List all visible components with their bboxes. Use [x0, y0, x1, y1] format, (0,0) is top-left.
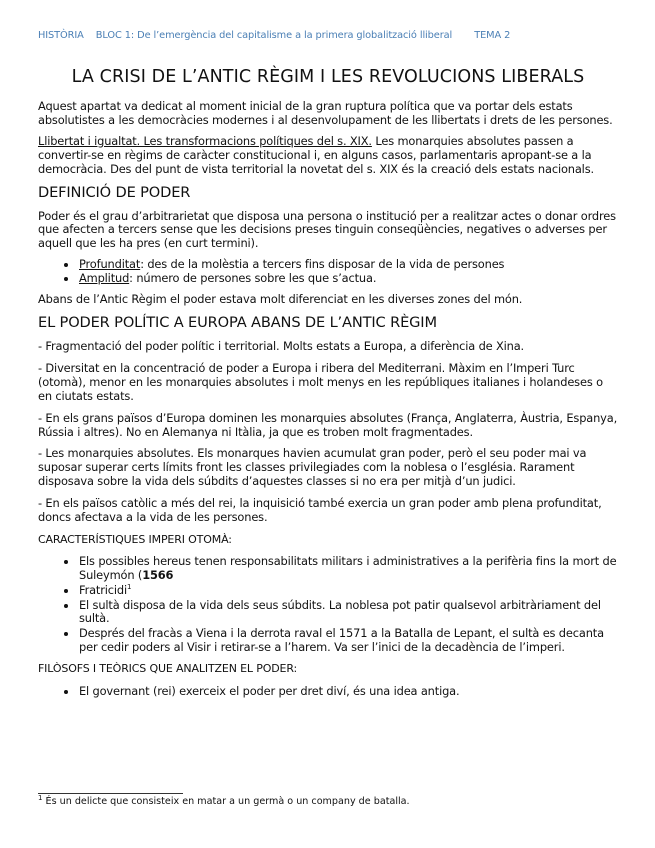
- list-item: [78, 258, 618, 272]
- freedom-paragraph: [38, 135, 618, 177]
- ottoman-item-year: 1566: [142, 567, 174, 582]
- header-bloc: BLOC 1: De l’emergència del capitalisme a la primera globalització lliberal: [95, 30, 453, 41]
- europe-paragraph: - Diversitat en la concentració de poder a Europa i ribera del Mediterrani. Màxim en l’Imperi Turc (otomà), menor en les monarquies absolutes i molt menys en les repúbliques italianes i holandeses o en ciutats estats.: [38, 360, 603, 403]
- definition-paragraph: Poder és el grau d’arbitrarietat que disposa una persona o institució per a realitzar actes o donar ordres que afecten a tercers sense que les decisions preses tinguin conseqüències, negatives o adverses per aquell que les ha pres (en curt termini).: [38, 208, 616, 251]
- list-item: [78, 584, 618, 598]
- list-item: [78, 272, 618, 286]
- freedom-text: Les monarquies absolutes passen a convertir-se en règims de caràcter constitucional i, en alguns casos, parlamentaris apropant-se a la democràcia. Des del punt de vista territorial la novetat del s. XIX és la creació dels estats nacionals.: [38, 133, 594, 176]
- footnote-reference[interactable]: 1: [127, 582, 132, 591]
- definition-term: Amplitud: [79, 271, 130, 286]
- philosophers-list: [38, 685, 618, 699]
- ottoman-item-text: Fratricidi: [79, 582, 128, 597]
- europe-heading: EL PODER POLÍTIC A EUROPA ABANS DE L’ANTIC RÈGIM: [38, 313, 437, 331]
- definition-desc: : des de la molèstia a tercers fins disposar de la vida de persones: [140, 257, 505, 272]
- list-item: • Després del fracàs a Viena i la derrota raval el 1571 a la Batalla de Lepant, el sultà es decanta per cedir poders al Visir i retirar-se a l’harem. Va ser l’inici de la decadència de l’imperi.: [78, 627, 618, 655]
- definition-desc: : número de persones sobre les que s’actua.: [129, 271, 377, 286]
- document-body: [38, 66, 618, 706]
- philosophers-heading: FILÒSOFS I TEÒRICS QUE ANALITZEN EL PODER:: [38, 662, 298, 676]
- definition-closing: Abans de l’Antic Règim el poder estava molt diferenciat en les diverses zones del món.: [38, 292, 523, 307]
- europe-paragraph: - Fragmentació del poder polític i territorial. Molts estats a Europa, a diferència de Xina.: [38, 338, 525, 353]
- footnote-text: És un delicte que consisteix en matar a un germà o un company de batalla.: [42, 796, 410, 807]
- list-item: • El sultà disposa de la vida dels seus súbdits. La noblesa pot patir qualsevol arbitràriament del sultà.: [78, 599, 618, 627]
- header-subject: HISTÒRIA: [38, 30, 84, 41]
- ottoman-item-text: Els possibles hereus tenen responsabilitats militars i administratives a la perifèria fins la mort de Suleymón (: [79, 553, 617, 582]
- header-tema: TEMA 2: [474, 30, 511, 41]
- footnote-divider: [38, 793, 183, 794]
- freedom-heading: Llibertat i igualtat. Les transformacions polítiques del s. XIX.: [38, 133, 372, 148]
- definition-term: Profunditat: [79, 257, 141, 272]
- running-header: [38, 30, 638, 41]
- list-item: [78, 555, 618, 583]
- footnote: [38, 793, 618, 808]
- europe-paragraph: - En els països catòlic a més del rei, la inquisició també exercia un gran poder amb plena profunditat, doncs afectava a la vida de les persones.: [38, 496, 602, 525]
- list-item: • El governant (rei) exerceix el poder per dret diví, és una idea antiga.: [78, 685, 618, 699]
- footnote-mark: 1: [38, 793, 43, 802]
- definition-heading: DEFINICIÓ DE PODER: [38, 183, 191, 201]
- europe-paragraph: - Les monarquies absolutes. Els monarques havien acumulat gran poder, però el seu poder mai va suposar superar certs límits front les classes privilegiades com la noblesa o l’església. Rarament disposava sobre la vida dels súbdits d’aquestes classes si no era per mitjà d’un judici.: [38, 446, 587, 489]
- definition-list: [38, 258, 618, 286]
- europe-paragraph: - En els grans països d’Europa dominen les monarquies absolutes (França, Anglaterra, Àustria, Espanya, Rússia i altres). No en Alemanya ni Itàlia, ja que es troben molt fragmentades.: [38, 410, 618, 439]
- ottoman-list: [38, 555, 618, 655]
- ottoman-heading: CARACTERÍSTIQUES IMPERI OTOMÀ:: [38, 532, 232, 546]
- page-title: LA CRISI DE L’ANTIC RÈGIM I LES REVOLUCIONS LIBERALS: [71, 67, 585, 87]
- intro-paragraph: Aquest apartat va dedicat al moment inicial de la gran ruptura política que va portar dels estats absolutistes a les democràcies modernes i al desenvolupament de les llibertats i drets de les persones.: [38, 99, 613, 127]
